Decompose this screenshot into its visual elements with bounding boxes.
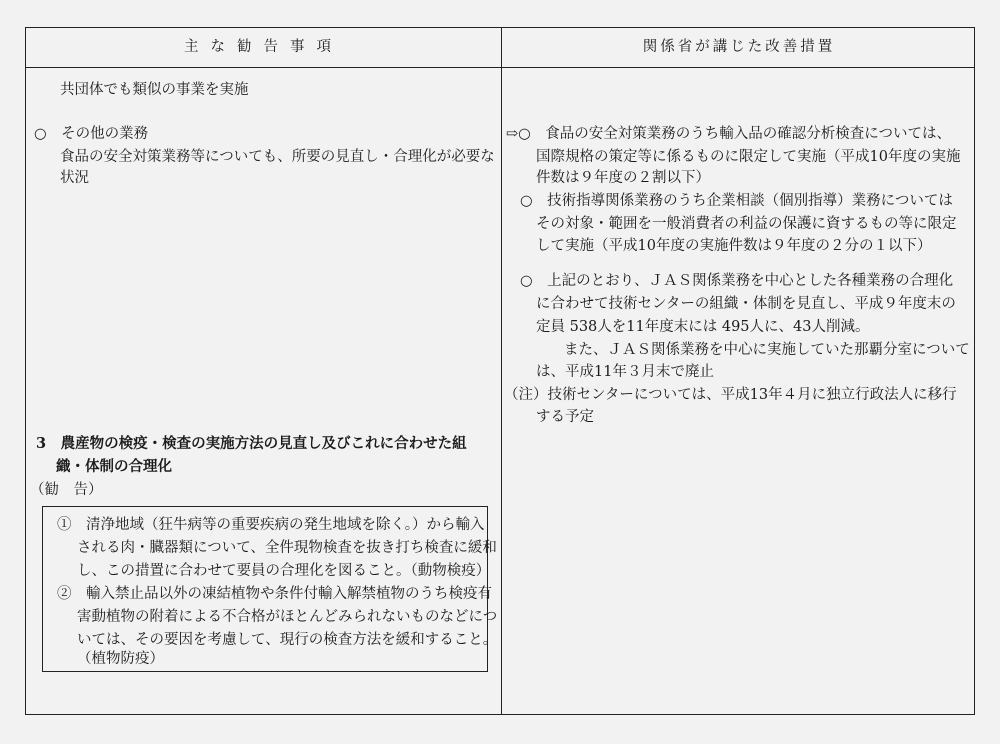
recommendation-table	[25, 27, 975, 715]
note-line: する予定	[536, 409, 594, 425]
measure-line: ○ 技術指導関係業務のうち企業相談（個別指導）業務については	[520, 193, 953, 209]
section3-title: 織・体制の合理化	[56, 458, 172, 475]
box-line: （植物防疫）	[77, 651, 164, 667]
measure-line: 国際規格の策定等に係るものに限定して実施（平成10年度の実施	[536, 149, 961, 165]
measure-line: ⇨○ 食品の安全対策業務のうち輸入品の確認分析検査については、	[506, 126, 952, 142]
measure-line: ○ 上記のとおり、ＪＡＳ関係業務を中心とした各種業務の合理化	[520, 273, 954, 289]
box-line: ① 清浄地域（狂牛病等の重要疾病の発生地域を除く。）から輸入	[57, 517, 485, 533]
other-business-title: ○ その他の業務	[34, 126, 149, 142]
measure-line: して実施（平成10年度の実施件数は９年度の２分の１以下）	[536, 238, 932, 254]
other-business-line: 食品の安全対策業務等についても、所要の見直し・合理化が必要な	[60, 149, 495, 165]
box-line: し、この措置に合わせて要員の合理化を図ること。（動物検疫）	[77, 563, 491, 579]
column-divider	[501, 28, 502, 714]
note-line: （注）技術センターについては、平成13年４月に独立行政法人に移行	[504, 387, 957, 403]
measure-line: 定員 538人を11年度末には 495人に、43人削減。	[536, 319, 870, 335]
header-main-recommendations: 主な勧告事項	[184, 39, 343, 55]
measure-line: は、平成11年３月末で廃止	[536, 364, 714, 380]
box-line: ② 輸入禁止品以外の凍結植物や条件付輸入解禁植物のうち検疫有	[57, 586, 492, 602]
recommendation-box	[42, 506, 498, 672]
measure-line: その対象・範囲を一般消費者の利益の保護に資するもの等に限定	[536, 216, 957, 232]
header-improvement-measures: 関係省が講じた改善措置	[642, 39, 836, 55]
measure-line: に合わせて技術センターの組織・体制を見直し、平成９年度末の	[536, 296, 956, 312]
recommendation-label: （勧 告）	[30, 482, 103, 498]
measure-line: 件数は９年度の２割以下）	[536, 170, 710, 186]
box-line: いては、その要因を考慮して、現行の検査方法を緩和すること。	[77, 632, 498, 648]
other-business-line: 状況	[60, 170, 89, 186]
header-divider	[26, 67, 974, 68]
left-intro-text: 共団体でも類似の事業を実施	[60, 82, 249, 98]
box-line: 害動植物の附着による不合格がほとんどみられないものなどにつ	[77, 609, 498, 625]
measure-line: また、ＪＡＳ関係業務を中心に実施していた那覇分室について	[564, 342, 970, 358]
box-line: される肉・臓器類について、全件現物検査を抜き打ち検査に緩和	[77, 540, 497, 556]
section3-title: 3 農産物の検疫・検査の実施方法の見直し及びこれに合わせた組	[36, 435, 467, 452]
